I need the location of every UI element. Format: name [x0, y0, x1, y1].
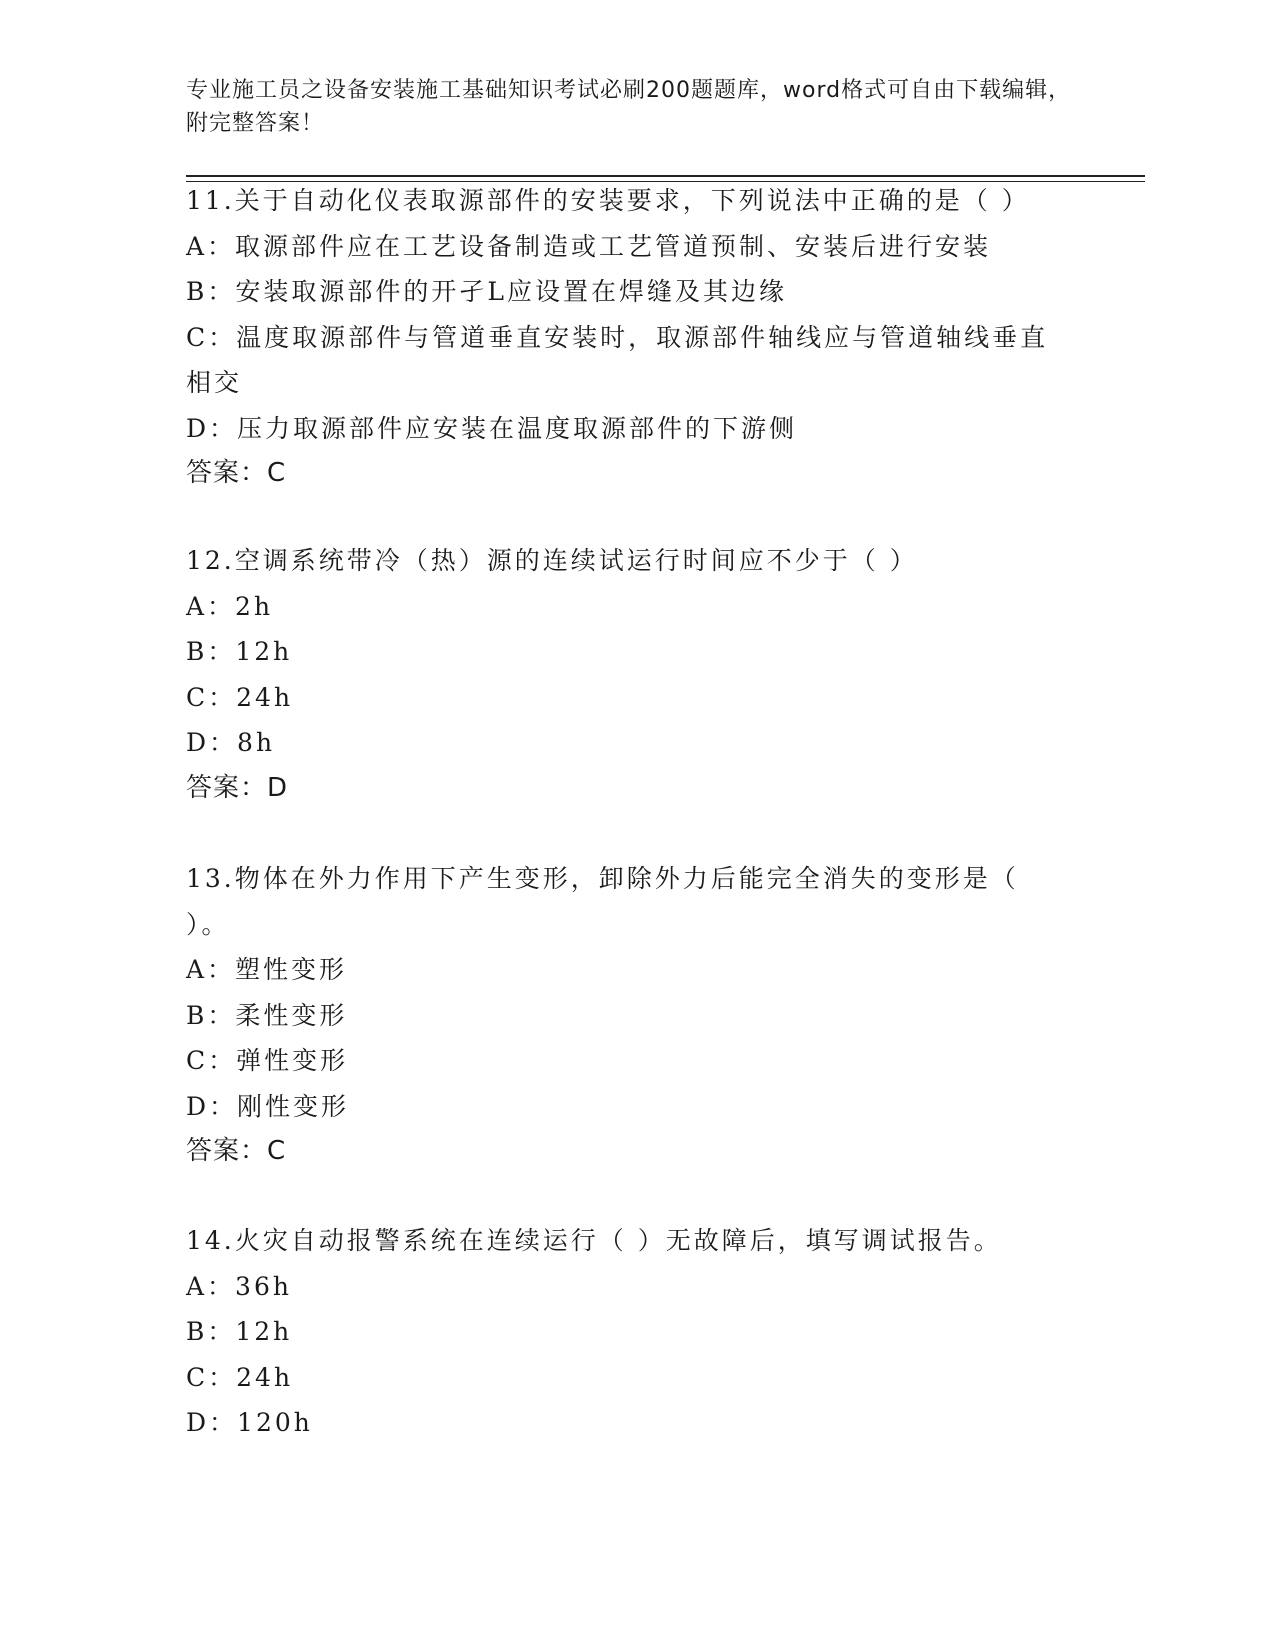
option-a: A：36h: [186, 1271, 292, 1301]
answer-label: 答案：C: [186, 1136, 287, 1166]
document-header: [186, 74, 1086, 140]
option-d: D：8h: [186, 728, 276, 757]
answer-label: 答案：D: [186, 772, 289, 803]
answer-label: 答案：C: [186, 458, 287, 488]
option-b: B：12h: [186, 1317, 293, 1346]
option-d: D：压力取源部件应安装在温度取源部件的下游侧: [186, 413, 798, 443]
option-a: A：2h: [186, 591, 274, 621]
question-stem: 12.空调系统带冷（热）源的连续试运行时间应不少于（ ）: [186, 546, 918, 575]
question-13: [186, 856, 1086, 1175]
option-b: B：12h: [186, 637, 293, 666]
option-d: D：刚性变形: [186, 1091, 350, 1121]
question-stem: 13.物体在外力作用下产生变形，卸除外力后能完全消失的变形是（ ）。: [186, 864, 1019, 939]
option-c: C：温度取源部件与管道垂直安装时，取源部件轴线应与管道轴线垂直相交: [186, 322, 1049, 397]
header-rule-thick: [186, 175, 1145, 177]
option-a: A：塑性变形: [186, 955, 348, 984]
question-12: [186, 538, 1086, 811]
question-stem: 14.火灾自动报警系统在连续运行（ ）无故障后，填写调试报告。: [186, 1226, 1002, 1255]
question-14: [186, 1218, 1086, 1446]
option-d: D：120h: [186, 1408, 313, 1437]
option-b: B：安装取源部件的开孑L应设置在焊缝及其边缘: [186, 277, 787, 306]
header-title: 专业施工员之设备安装施工基础知识考试必刷200题题库，word格式可自由下载编辑，附完整答案！: [186, 78, 1072, 136]
option-a: A：取源部件应在工艺设备制造或工艺管道预制、安装后进行安装: [186, 231, 992, 261]
option-c: C：24h: [186, 682, 294, 712]
question-stem: 11.关于自动化仪表取源部件的安装要求，下列说法中正确的是（ ）: [186, 186, 1030, 215]
question-11: [186, 178, 1086, 497]
option-c: C：24h: [186, 1362, 294, 1392]
option-c: C：弹性变形: [186, 1046, 349, 1075]
option-b: B：柔性变形: [186, 1000, 348, 1030]
